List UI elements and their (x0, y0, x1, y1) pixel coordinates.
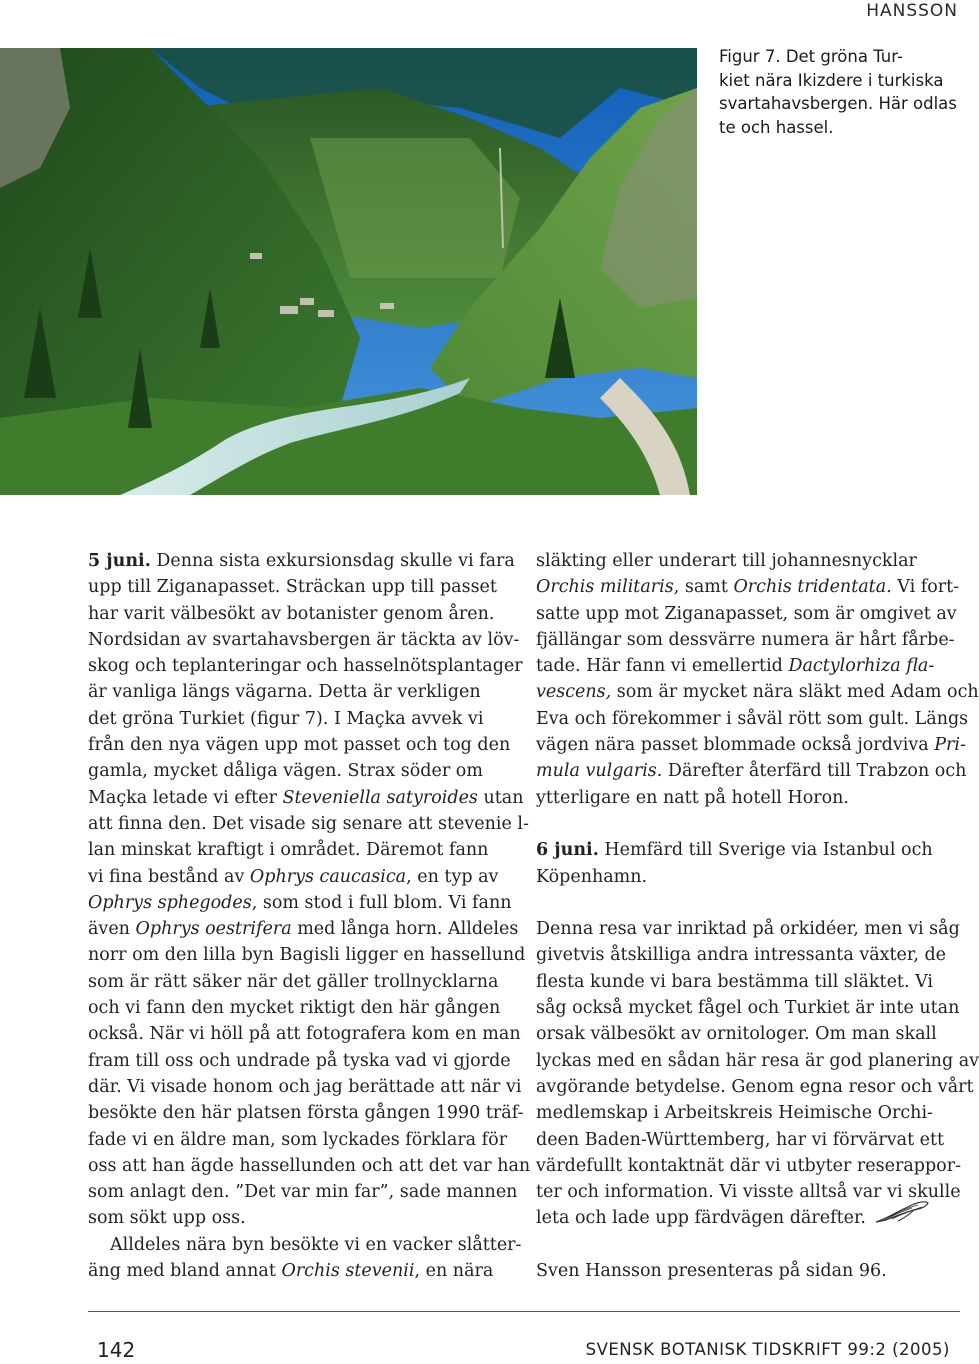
figure-caption: Figur 7. Det gröna Tur- kiet nära Ikizdere i turkiska svartahavsbergen. Här odlas te och hassel. (719, 47, 957, 137)
species-name: Pri- (934, 735, 966, 756)
paragraph-gap (536, 890, 960, 916)
text-line: 5 juni. Denna sista exkursionsdag skulle vi fara (88, 551, 515, 571)
text-line: givetvis åtskilliga andra intressanta växter, de (536, 945, 947, 966)
text-line: ytterligare en natt på hotell Horon. (536, 787, 849, 808)
left-column (88, 548, 531, 1284)
text-line: Alldeles nära byn besökte vi en vacker slåtter- (110, 1234, 522, 1255)
text-line: som är rätt säker när det gäller trollnycklarna (88, 971, 499, 992)
text-line: är vanliga längs vägarna. Detta är verkligen (88, 682, 481, 703)
paragraph-gap (536, 811, 960, 837)
text-line: Maçka letade vi efter Steveniella satyroides utan (88, 787, 524, 808)
text-line: vescens, som är mycket nära släkt med Adam och (536, 682, 979, 703)
text-line: oss att han ägde hassellunden och att det var han (88, 1155, 531, 1176)
text-line: också. När vi höll på att fotografera kom en man (88, 1024, 521, 1045)
footer-divider (88, 1311, 960, 1312)
species-name: Orchis stevenii (281, 1261, 415, 1282)
text-line: även Ophrys oestrifera med långa horn. Alldeles (88, 919, 519, 940)
species-name: Steveniella satyroides (282, 787, 478, 808)
text-line: fade vi en äldre man, som lyckades förklara för (88, 1129, 508, 1150)
text-line: och vi fann den mycket riktigt den här gången (88, 998, 501, 1019)
text-line: har varit välbesökt av botanister genom åren. (88, 603, 495, 624)
running-header-author: HANSSON (866, 1, 958, 21)
text-line: äng med bland annat Orchis stevenii, en nära (88, 1261, 494, 1282)
page-number: 142 (97, 1338, 136, 1362)
journal-title: SVENSK BOTANISK TIDSKRIFT 99:2 (2005) (585, 1340, 950, 1359)
text-line: lyckas med en sådan här resa är god planering av (536, 1050, 979, 1071)
text-line: vi fina bestånd av Ophrys caucasica, en typ av (88, 866, 499, 887)
text-line: Eva och förekommer i såväl rött som gult. Längs (536, 708, 969, 729)
date-heading: 5 juni. (88, 551, 151, 571)
text-line: att finna den. Det visade sig senare att stevenie l- (88, 813, 529, 834)
species-name: Ophrys caucasica (249, 866, 407, 887)
orchid-end-mark-icon (874, 1200, 930, 1232)
text-line: från den nya vägen upp mot passet och tog den (88, 735, 511, 756)
right-column (536, 548, 979, 1285)
text-line: lan minskat kraftigt i området. Däremot fann (88, 840, 489, 861)
text-line: ter och information. Vi visste alltså var vi skulle (536, 1182, 961, 1203)
text-line: Nordsidan av svartahavsbergen är täckta av löv- (88, 629, 520, 650)
paragraph-gap (536, 1232, 960, 1258)
text-line: avgörande betydelse. Genom egna resor och vårt (536, 1076, 974, 1097)
text-line: Denna resa var inriktad på orkidéer, men vi såg (536, 919, 960, 940)
text-line: leta och lade upp färdvägen därefter. (536, 1205, 960, 1232)
text-line: släkting eller underart till johannesnycklar (536, 551, 917, 571)
text-line: 6 juni. Hemfärd till Sverige via Istanbul och (536, 840, 933, 861)
text-line: besökte den här platsen första gången 1990 träf- (88, 1103, 524, 1124)
text-line: upp till Ziganapasset. Sträckan upp till passet (88, 577, 497, 598)
species-name: Ophrys sphegodes (88, 892, 252, 913)
text-line: fjällängar som dessvärre numera är hårt fårbe- (536, 629, 955, 650)
species-name: Dactylorhiza fla- (788, 656, 935, 677)
text-line: såg också mycket fågel och Turkiet är inte utan (536, 998, 960, 1019)
text-line: deen Baden-Württemberg, har vi förvärvat ett (536, 1129, 945, 1150)
text-line: det gröna Turkiet (figur 7). I Maçka avvek vi (88, 708, 484, 729)
text-line: medlemskap i Arbeitskreis Heimische Orchi- (536, 1103, 933, 1124)
author-note: Sven Hansson presenteras på sidan 96. (536, 1261, 887, 1282)
text-line: satte upp mot Ziganapasset, som är omgivet av (536, 603, 957, 624)
text-line: skog och teplanteringar och hasselnötsplantager (88, 656, 523, 677)
text-line: Ophrys sphegodes, som stod i full blom. Vi fann (88, 892, 512, 913)
text-line: mula vulgaris. Därefter återfärd till Trabzon och (536, 761, 967, 782)
species-name: Orchis tridentata. (733, 577, 892, 598)
text-line: vägen nära passet blommade också jordviva Pri- (536, 735, 966, 756)
text-line: som anlagt den. ”Det var min far”, sade mannen (88, 1182, 518, 1203)
text-line: som sökt upp oss. (88, 1208, 246, 1229)
text-line: Köpenhamn. (536, 866, 648, 887)
text-line: fram till oss och undrade på tyska vad vi gjorde (88, 1050, 511, 1071)
text-line: norr om den lilla byn Bagisli ligger en hassellund (88, 945, 526, 966)
text-line: tade. Här fann vi emellertid Dactylorhiza fla- (536, 656, 935, 677)
text-line: där. Vi visade honom och jag berättade att när vi (88, 1076, 522, 1097)
species-name: Ophrys oestrifera (135, 919, 292, 940)
text-line: Orchis militaris, samt Orchis tridentata. Vi fort- (536, 577, 960, 598)
species-name: vescens, (536, 682, 612, 703)
species-name: Orchis militaris (536, 577, 674, 598)
text-line: orsak välbesökt av ornitologer. Om man skall (536, 1024, 937, 1045)
text-line: flesta kunde vi bara bestämma till släktet. Vi (536, 971, 934, 992)
species-name: mula vulgaris. (536, 761, 663, 782)
figure-7-photo (0, 48, 697, 495)
text-line: värdefullt kontaktnät där vi utbyter reserappor- (536, 1155, 961, 1176)
text-line: gamla, mycket dåliga vägen. Strax söder om (88, 761, 483, 782)
date-heading: 6 juni. (536, 840, 599, 861)
